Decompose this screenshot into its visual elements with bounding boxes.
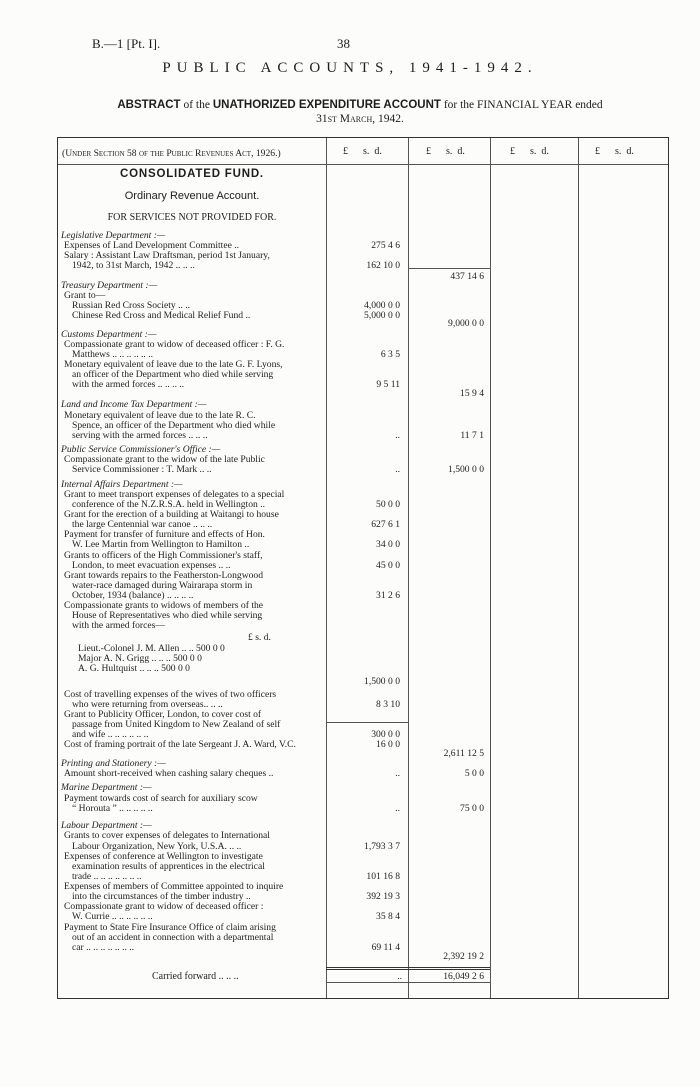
entry-text: Grant to— xyxy=(64,289,106,301)
carried-forward-col2: 16,049 2 6 xyxy=(443,971,484,982)
department-heading: Printing and Stationery :— xyxy=(61,757,166,769)
entry-text: Salary : Assistant Law Draftsman, period 1st January, xyxy=(64,250,270,262)
entry-text: out of an accident in connection with a departmental xyxy=(72,931,274,943)
department-heading: Land and Income Tax Department :— xyxy=(61,399,207,411)
subtotal-rule xyxy=(408,268,490,269)
amount-col1: 300 0 0 xyxy=(371,729,400,741)
amount-col1: 6 3 5 xyxy=(380,348,400,360)
amount-col1: 9 5 11 xyxy=(376,379,400,391)
col2-header: £ s. d. xyxy=(426,146,465,157)
entry-text: Major A. N. Grigg .. .. .. 500 0 0 xyxy=(78,652,202,664)
entry-text: who were returning from overseas.. .. .. xyxy=(72,698,223,710)
page-heading: PUBLIC ACCOUNTS, 1941-1942. xyxy=(162,60,538,76)
entry-text: with the armed forces— xyxy=(72,620,165,632)
entry-text: W. Currie .. .. .. .. .. .. xyxy=(72,911,153,923)
department-heading: Customs Department :— xyxy=(61,328,157,340)
amount-col1: 162 10 0 xyxy=(366,260,400,272)
amount-col1: 16 0 0 xyxy=(376,739,400,751)
column-rule xyxy=(326,138,327,998)
amount-col1: 275 4 6 xyxy=(371,240,400,252)
section-title: FOR SERVICES NOT PROVIDED FOR. xyxy=(107,212,277,223)
entry-text: House of Representatives who died while serving xyxy=(72,610,263,622)
entry-text: Labour Organization, New York, U.S.A. .. .. xyxy=(72,840,242,852)
amount-col1: 50 0 0 xyxy=(376,498,400,510)
amount-col2: 11 7 1 xyxy=(460,429,484,441)
entry-text: Matthews .. .. .. .. .. .. xyxy=(72,348,154,360)
entry-text: the large Centennial war canoe .. .. .. xyxy=(72,519,213,531)
amount-col1: .. xyxy=(395,463,400,475)
entry-text: examination results of apprentices in the electrical xyxy=(72,860,265,872)
department-heading: Legislative Department :— xyxy=(61,230,166,241)
entry-text: with the armed forces .. .. .. .. xyxy=(72,379,185,391)
amount-col1: 101 16 8 xyxy=(366,870,400,882)
entry-text: passage from United Kingdom to New Zealand of self xyxy=(72,718,281,730)
entry-text: Service Commissioner : T. Mark .. .. xyxy=(72,463,212,475)
department-heading: Public Service Commissioner's Office :— xyxy=(61,443,221,455)
title-rest2: 31st March, 1942. xyxy=(316,113,404,125)
entry-text: Grants to cover expenses of delegates to International xyxy=(64,830,270,842)
title-rest1: for the FINANCIAL YEAR ended xyxy=(443,99,603,111)
entry-text: Expenses of conference at Wellington to investigate xyxy=(64,850,263,862)
entry-text: Compassionate grants to widows of members of the xyxy=(64,600,264,612)
amount-col2: 2,392 19 2 xyxy=(443,951,484,962)
entry-text: Expenses of members of Committee appointed to inquire xyxy=(64,881,284,893)
entry-text: an officer of the Department who died while serving xyxy=(72,369,274,381)
entry-text: Monetary equivalent of leave due to the late G. F. Lyons, xyxy=(64,358,283,370)
amount-col1: 1,500 0 0 xyxy=(364,675,400,687)
total-rule xyxy=(326,967,490,970)
entry-text: Grant to Publicity Officer, London, to cover cost of xyxy=(64,708,262,720)
entry-text: 1942, to 31st March, 1942 .. .. .. xyxy=(72,260,195,272)
expenditure-table xyxy=(57,137,669,999)
entry-text: Grant towards repairs to the Featherston-Longwood xyxy=(64,569,264,581)
amount-col1: .. xyxy=(395,767,400,779)
entry-text: London, to meet evacuation expenses .. .. xyxy=(72,559,231,571)
entry-text: Amount short-received when cashing salary cheques .. xyxy=(64,767,274,779)
entry-text: W. Lee Martin from Wellington to Hamilton .. xyxy=(72,539,250,551)
entry-text: serving with the armed forces .. .. .. xyxy=(72,429,208,441)
department-heading: Treasury Department :— xyxy=(61,279,158,291)
entry-text: Lieut.-Colonel J. M. Allen .. .. 500 0 0 xyxy=(78,642,225,654)
entry-text: water-race damaged during Wairarapa storm in xyxy=(72,579,253,591)
title-abstract: ABSTRACT xyxy=(117,99,181,111)
total-rule xyxy=(326,982,490,983)
entry-text: Grants to officers of the High Commissioner's staff, xyxy=(64,549,263,561)
authority-note: (Under Section 58 of the Public Revenues Act, 1926.) xyxy=(62,148,281,159)
amount-col2: 2,611 12 5 xyxy=(443,748,484,760)
entry-text: trade .. .. .. .. .. .. .. xyxy=(72,870,142,882)
page-number: 38 xyxy=(337,36,350,51)
amount-col1: 45 0 0 xyxy=(376,559,400,571)
entry-text: Cost of framing portrait of the late Sergeant J. A. Ward, V.C. xyxy=(64,739,296,751)
entry-text: conference of the N.Z.R.S.A. held in Wellington .. xyxy=(72,498,266,510)
entry-text: Payment for transfer of furniture and effects of Hon. xyxy=(64,529,265,541)
title-account: UNATHORIZED EXPENDITURE ACCOUNT xyxy=(212,99,441,111)
carried-forward-col1: .. xyxy=(397,971,402,982)
entry-text: Expenses of Land Development Committee .. xyxy=(64,240,240,252)
entry-text: car .. .. .. .. .. .. .. xyxy=(72,941,135,953)
account-title: Ordinary Revenue Account. xyxy=(124,190,260,202)
col3-header: £ s. d. xyxy=(510,146,549,157)
department-heading: Labour Department :— xyxy=(61,820,152,832)
amount-col1: 35 8 4 xyxy=(376,911,400,923)
amount-col1: 69 11 4 xyxy=(371,941,400,953)
column-rule xyxy=(408,138,409,998)
entry-text: Cost of travelling expenses of the wives of two officers xyxy=(64,688,277,700)
header-rule xyxy=(58,164,668,165)
abstract-title xyxy=(60,98,660,126)
entry-text: Payment towards cost of search for auxiliary scow xyxy=(64,792,258,804)
department-heading: Internal Affairs Department :— xyxy=(61,478,183,490)
amount-col2: 1,500 0 0 xyxy=(448,463,484,475)
entry-text: A. G. Hultquist .. .. .. 500 0 0 xyxy=(78,662,190,674)
entry-text: October, 1934 (balance) .. .. .. .. xyxy=(72,590,194,602)
amount-col1: 8 3 10 xyxy=(376,698,400,710)
amount-col2: 5 0 0 xyxy=(464,767,484,779)
amount-col1: .. xyxy=(395,429,400,441)
title-of: of the xyxy=(183,99,210,111)
entry-text: Grant to meet transport expenses of delegates to a special xyxy=(64,488,285,500)
department-heading: Marine Department :— xyxy=(61,782,152,794)
entry-text: Payment to State Fire Insurance Office of claim arising xyxy=(64,921,276,933)
amount-col1: 627 6 1 xyxy=(371,519,400,531)
series-label: B.—1 [Pt. I]. xyxy=(92,36,161,51)
amount-col1: 392 19 3 xyxy=(366,891,400,903)
amount-col1: .. xyxy=(395,802,400,814)
amount-col1: 34 0 0 xyxy=(376,539,400,551)
amount-col1: 5,000 0 0 xyxy=(364,310,400,322)
entry-text: Russian Red Cross Society .. .. xyxy=(72,299,191,311)
amount-col2: 9,000 0 0 xyxy=(448,318,484,330)
col4-header: £ s. d. xyxy=(595,146,634,157)
column-rule xyxy=(578,138,579,998)
amount-col1: 31 2 6 xyxy=(376,590,400,602)
entry-text: £ s. d. xyxy=(248,632,271,644)
entry-text: Monetary equivalent of leave due to the late R. C. xyxy=(64,409,256,421)
entry-text: Spence, an officer of the Department who died while xyxy=(72,419,276,431)
amount-col2: 15 9 4 xyxy=(460,388,484,400)
entry-text: into the circumstances of the timber industry .. xyxy=(72,891,251,903)
entry-text: Compassionate grant to the widow of the late Public xyxy=(64,453,265,465)
entry-text: “ Horouta ” .. .. .. .. .. xyxy=(72,802,153,814)
fund-title: CONSOLIDATED FUND. xyxy=(120,168,264,180)
carried-forward-label: Carried forward .. .. .. xyxy=(152,971,239,982)
entry-text: Compassionate grant to widow of deceased officer : F. G. xyxy=(64,338,285,350)
col1-header: £ s. d. xyxy=(343,146,382,157)
column-rule xyxy=(490,138,491,998)
amount-col2: 437 14 6 xyxy=(450,270,484,282)
entry-text: Grant for the erection of a building at Waitangi to house xyxy=(64,509,279,520)
entry-text: and wife .. .. .. .. .. .. xyxy=(72,729,149,741)
subtotal-rule xyxy=(326,722,408,723)
entry-text: Compassionate grant to widow of deceased officer : xyxy=(64,901,264,913)
entry-text: Chinese Red Cross and Medical Relief Fund .. xyxy=(72,310,251,322)
amount-col2: 75 0 0 xyxy=(460,802,484,814)
amount-col1: 1,793 3 7 xyxy=(364,840,400,852)
amount-col1: 4,000 0 0 xyxy=(364,299,400,311)
